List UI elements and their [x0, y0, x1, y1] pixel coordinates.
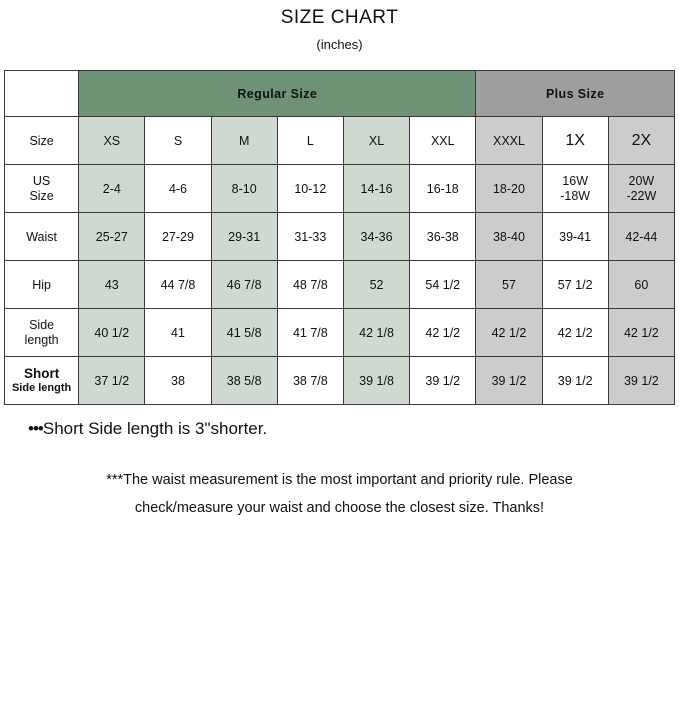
- group-blank-cell: [5, 71, 79, 117]
- cell-size-1x: 1X: [542, 117, 608, 165]
- cell-us-size-m: 8-10: [211, 165, 277, 213]
- cell-us-size-xl: 14-16: [343, 165, 409, 213]
- cell-short-side-length-xl: 39 1/8: [343, 357, 409, 405]
- group-regular-size: Regular Size: [79, 71, 476, 117]
- cell-side-length-s: 41: [145, 309, 211, 357]
- cell-hip-s: 44 7/8: [145, 261, 211, 309]
- group-plus-size: Plus Size: [476, 71, 675, 117]
- table-row-hip: [5, 261, 675, 309]
- cell-waist-xs: 25-27: [79, 213, 145, 261]
- cell-short-side-length-xxl: 39 1/2: [410, 357, 476, 405]
- cell-waist-1x: 39-41: [542, 213, 608, 261]
- cell-hip-xl: 52: [343, 261, 409, 309]
- cell-side-length-xxxl: 42 1/2: [476, 309, 542, 357]
- page-title: SIZE CHART: [280, 7, 399, 28]
- cell-waist-xxxl: 38-40: [476, 213, 542, 261]
- cell-side-length-xl: 42 1/8: [343, 309, 409, 357]
- table-row-us-size: [5, 165, 675, 213]
- table-row-short-side-length: [5, 357, 675, 405]
- cell-size-l: L: [277, 117, 343, 165]
- cell-waist-xl: 34-36: [343, 213, 409, 261]
- cell-us-size-2x: 20W -22W: [608, 165, 674, 213]
- cell-waist-l: 31-33: [277, 213, 343, 261]
- waist-note-line1: ***The waist measurement is the most important and priority rule. Please: [106, 472, 573, 488]
- note-text: Short Side length is 3"shorter.: [42, 419, 268, 438]
- cell-side-length-m: 41 5/8: [211, 309, 277, 357]
- cell-us-size-l: 10-12: [277, 165, 343, 213]
- cell-size-m: M: [211, 117, 277, 165]
- table-group-header-row: [5, 71, 675, 117]
- cell-hip-1x: 57 1/2: [542, 261, 608, 309]
- cell-waist-s: 27-29: [145, 213, 211, 261]
- cell-short-side-length-xs: 37 1/2: [79, 357, 145, 405]
- cell-waist-m: 29-31: [211, 213, 277, 261]
- cell-short-side-length-s: 38: [145, 357, 211, 405]
- row-label-side-length-line1: Side: [29, 317, 55, 332]
- cell-side-length-xs: 40 1/2: [79, 309, 145, 357]
- cell-short-side-length-1x: 39 1/2: [542, 357, 608, 405]
- cell-hip-xxl: 54 1/2: [410, 261, 476, 309]
- row-label-us-size-line1: US: [32, 173, 51, 188]
- cell-hip-xs: 43: [79, 261, 145, 309]
- row-label-side-length: [5, 309, 79, 357]
- row-label-short-side-length: [5, 357, 79, 405]
- cell-hip-m: 46 7/8: [211, 261, 277, 309]
- row-label-short-line2: Side length: [11, 381, 72, 394]
- waist-measurement-note: [30, 467, 650, 522]
- cell-side-length-xxl: 42 1/2: [410, 309, 476, 357]
- cell-side-length-1x: 42 1/2: [542, 309, 608, 357]
- row-label-side-length-line2: length: [24, 332, 59, 347]
- row-label-us-size-line2: Size: [29, 188, 54, 203]
- cell-hip-l: 48 7/8: [277, 261, 343, 309]
- cell-us-size-s: 4-6: [145, 165, 211, 213]
- cell-us-size-xs: 2-4: [79, 165, 145, 213]
- cell-short-side-length-xxxl: 39 1/2: [476, 357, 542, 405]
- cell-hip-xxxl: 57: [476, 261, 542, 309]
- cell-size-xl: XL: [343, 117, 409, 165]
- cell-size-2x: 2X: [608, 117, 674, 165]
- table-row-side-length: [5, 309, 675, 357]
- cell-side-length-l: 41 7/8: [277, 309, 343, 357]
- cell-short-side-length-2x: 39 1/2: [608, 357, 674, 405]
- cell-us-size-xxl: 16-18: [410, 165, 476, 213]
- cell-us-size-xxxl: 18-20: [476, 165, 542, 213]
- note-dots: •••: [28, 419, 43, 438]
- table-row-size: [5, 117, 675, 165]
- cell-waist-2x: 42-44: [608, 213, 674, 261]
- row-label-hip: Hip: [5, 261, 79, 309]
- table-row-waist: [5, 213, 675, 261]
- cell-size-xs: XS: [79, 117, 145, 165]
- size-chart-table: [4, 70, 675, 405]
- units-subtitle: (inches): [316, 37, 363, 52]
- row-label-size: Size: [5, 117, 79, 165]
- cell-size-xxl: XXL: [410, 117, 476, 165]
- waist-note-line2: check/measure your waist and choose the closest size. Thanks!: [134, 499, 545, 516]
- cell-waist-xxl: 36-38: [410, 213, 476, 261]
- row-label-waist: Waist: [5, 213, 79, 261]
- cell-short-side-length-l: 38 7/8: [277, 357, 343, 405]
- cell-us-size-1x: 16W -18W: [542, 165, 608, 213]
- row-label-us-size: [5, 165, 79, 213]
- short-side-length-note: [28, 419, 679, 439]
- cell-size-xxxl: XXXL: [476, 117, 542, 165]
- cell-short-side-length-m: 38 5/8: [211, 357, 277, 405]
- cell-side-length-2x: 42 1/2: [608, 309, 674, 357]
- cell-size-s: S: [145, 117, 211, 165]
- row-label-short-line1: Short: [23, 366, 60, 382]
- cell-hip-2x: 60: [608, 261, 674, 309]
